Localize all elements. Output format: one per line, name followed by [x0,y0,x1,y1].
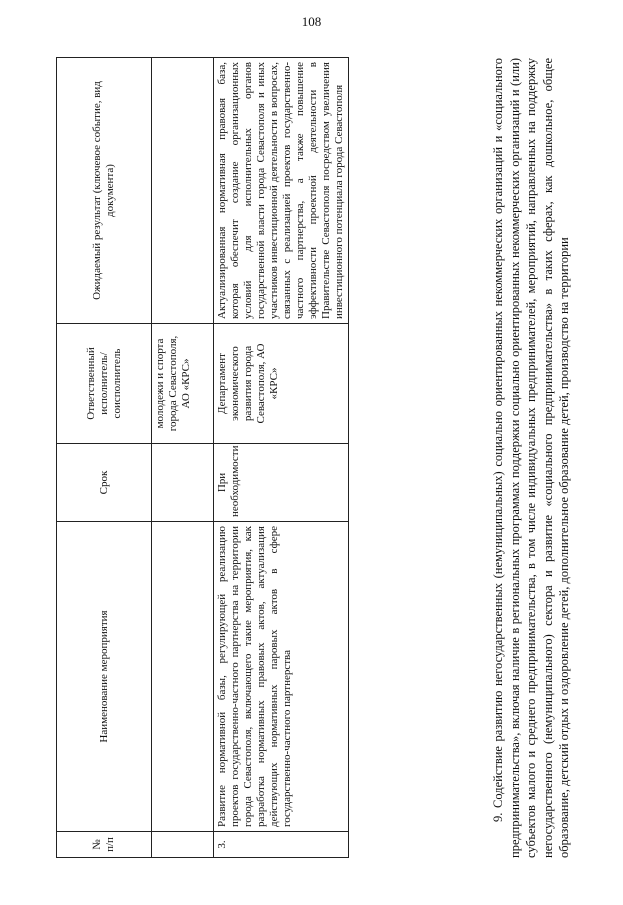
header-term: Срок [57,444,152,522]
header-num: № п/п [57,832,152,858]
page-number: 108 [301,14,322,29]
body-paragraph [490,58,573,858]
cell-num [152,832,214,858]
cell-name [152,522,214,832]
measures-table [56,57,349,858]
paragraph-text: 9. Содействие развитию негосударственных (немуниципальных) социально ориентированных некоммерческих организаций и «социального предпринимательства», включая наличие в региональных программах поддержки социально ориентированных некоммерческих организаций и (или) субъектов малого и среднего предпринимательства, в том числе индивидуальных предпринимателей, мероприятий, направленных на поддержку негосударственного (немуниципального) сектора и развитие «социального предпринимательства» в таких сферах, как дошкольное, общее образование, детский отдых и оздоровление детей, дополнительное образование детей, производство на территории [491,58,571,858]
header-name: Наименование мероприятия [57,522,152,832]
header-result: Ожидаемый результат (ключевое событие, вид документа) [57,58,152,324]
rotated-page-content [56,58,611,858]
cell-term: При необходимости [214,444,349,522]
cell-term [152,444,214,522]
header-executor: Ответственный исполнитель/ соисполнитель [57,324,152,444]
cell-num: 3. [214,832,349,858]
cell-executor: Департамент экономического развития города Севастополя, АО «КРС» [214,324,349,444]
cell-result: Актуализированная нормативная правовая база, которая обеспечит создание организационных условий для исполнительных органов государственной власти города Севастополя и иных участников инвестиционной деятельности в вопросах, связанных с реализацией проектов государственно-частного партнерства, а также повышение эффективности проектной деятельности в Правительстве Севастополя посредством увеличения инвестиционного потенциала города Севастополя [214,58,349,324]
cell-result [152,58,214,324]
table-row [214,58,349,858]
table-header-row [57,58,152,858]
cell-name: Развитие нормативной базы, регулирующей реализацию проектов государственно-частного партнерства на территории города Севастополя, включающего такие мероприятия, как разработка нормативных правовых актов, актуализация действующих нормативных паровых актов в сфере государственно-частного партнерства [214,522,349,832]
cell-executor: молодежи и спорта города Севастополя, АО «КРС» [152,324,214,444]
table-row [152,58,214,858]
